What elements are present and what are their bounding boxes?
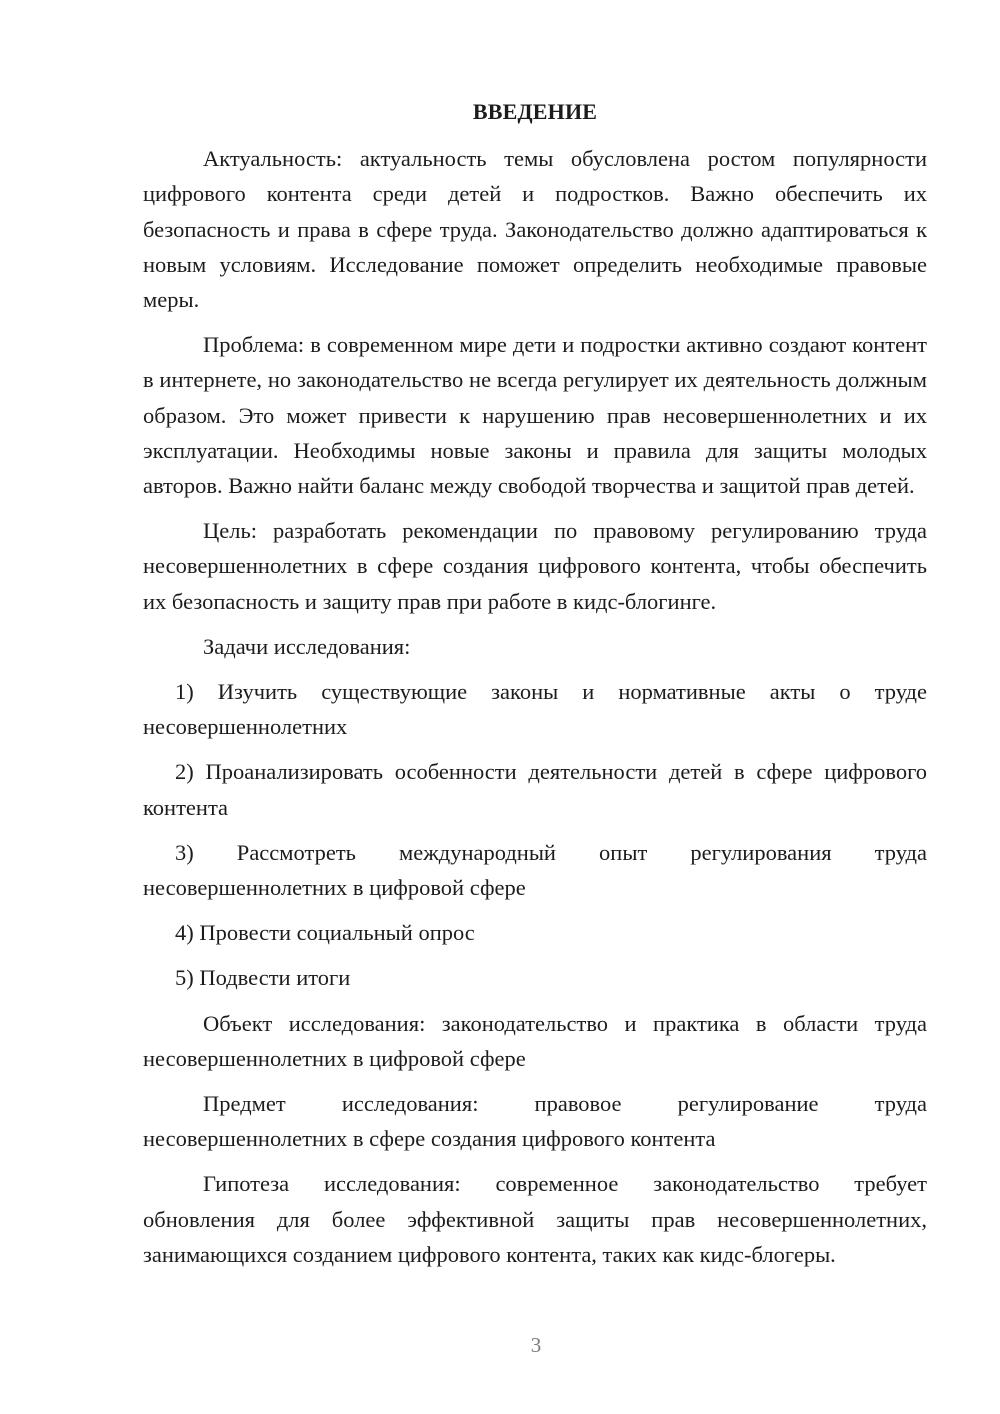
task-item-5: 5) Подвести итоги xyxy=(175,965,351,991)
tasks-heading: Задачи исследования: xyxy=(203,633,411,659)
page-content xyxy=(143,94,927,1282)
paragraph-subject: Предмет исследования: правовое регулирование труда несовершеннолетних в сфере создания цифрового контента xyxy=(143,1091,927,1152)
paragraph-relevance: Актуальность: актуальность темы обусловлена ростом популярности цифрового контента среди детей и подростков. Важно обеспечить их безопасность и права в сфере труда. Законодательство должно адаптироваться к новым условиям. Исследование поможет определить необходимые правовые меры. xyxy=(143,146,927,313)
paragraph-hypothesis: Гипотеза исследования: современное законодательство требует обновления для более эффективной защиты прав несовершеннолетних, занимающихся созданием цифрового контента, таких как кидс-блогеры. xyxy=(143,1171,927,1267)
task-item-2: 2) Проанализировать особенности деятельности детей в сфере цифрового контента xyxy=(143,759,927,820)
paragraph-goal: Цель: разработать рекомендации по правовому регулированию труда несовершеннолетних в сфере создания цифрового контента, чтобы обеспечить их безопасность и защиту прав при работе в кидс-блогинге. xyxy=(143,518,927,614)
section-title: ВВЕДЕНИЕ xyxy=(472,99,598,124)
paragraph-object: Объект исследования: законодательство и практика в области труда несовершеннолетних в цифровой сфере xyxy=(143,1010,927,1071)
task-item-4: 4) Провести социальный опрос xyxy=(175,920,475,946)
task-item-3: 3) Рассмотреть международный опыт регулирования труда несовершеннолетних в цифровой сфере xyxy=(143,839,927,901)
paragraph-problem: Проблема: в современном мире дети и подростки активно создают контент в интернете, но законодательство не всегда регулирует их деятельность должным образом. Это может привести к нарушению прав несовершеннолетних и их эксплуатации. Необходимы новые законы и правила для защиты молодых авторов. Важно найти баланс между свободой творчества и защитой прав детей. xyxy=(143,332,927,499)
page-number: 3 xyxy=(530,1333,542,1357)
task-item-1: 1) Изучить существующие законы и нормативные акты о труде несовершеннолетних xyxy=(143,679,927,740)
